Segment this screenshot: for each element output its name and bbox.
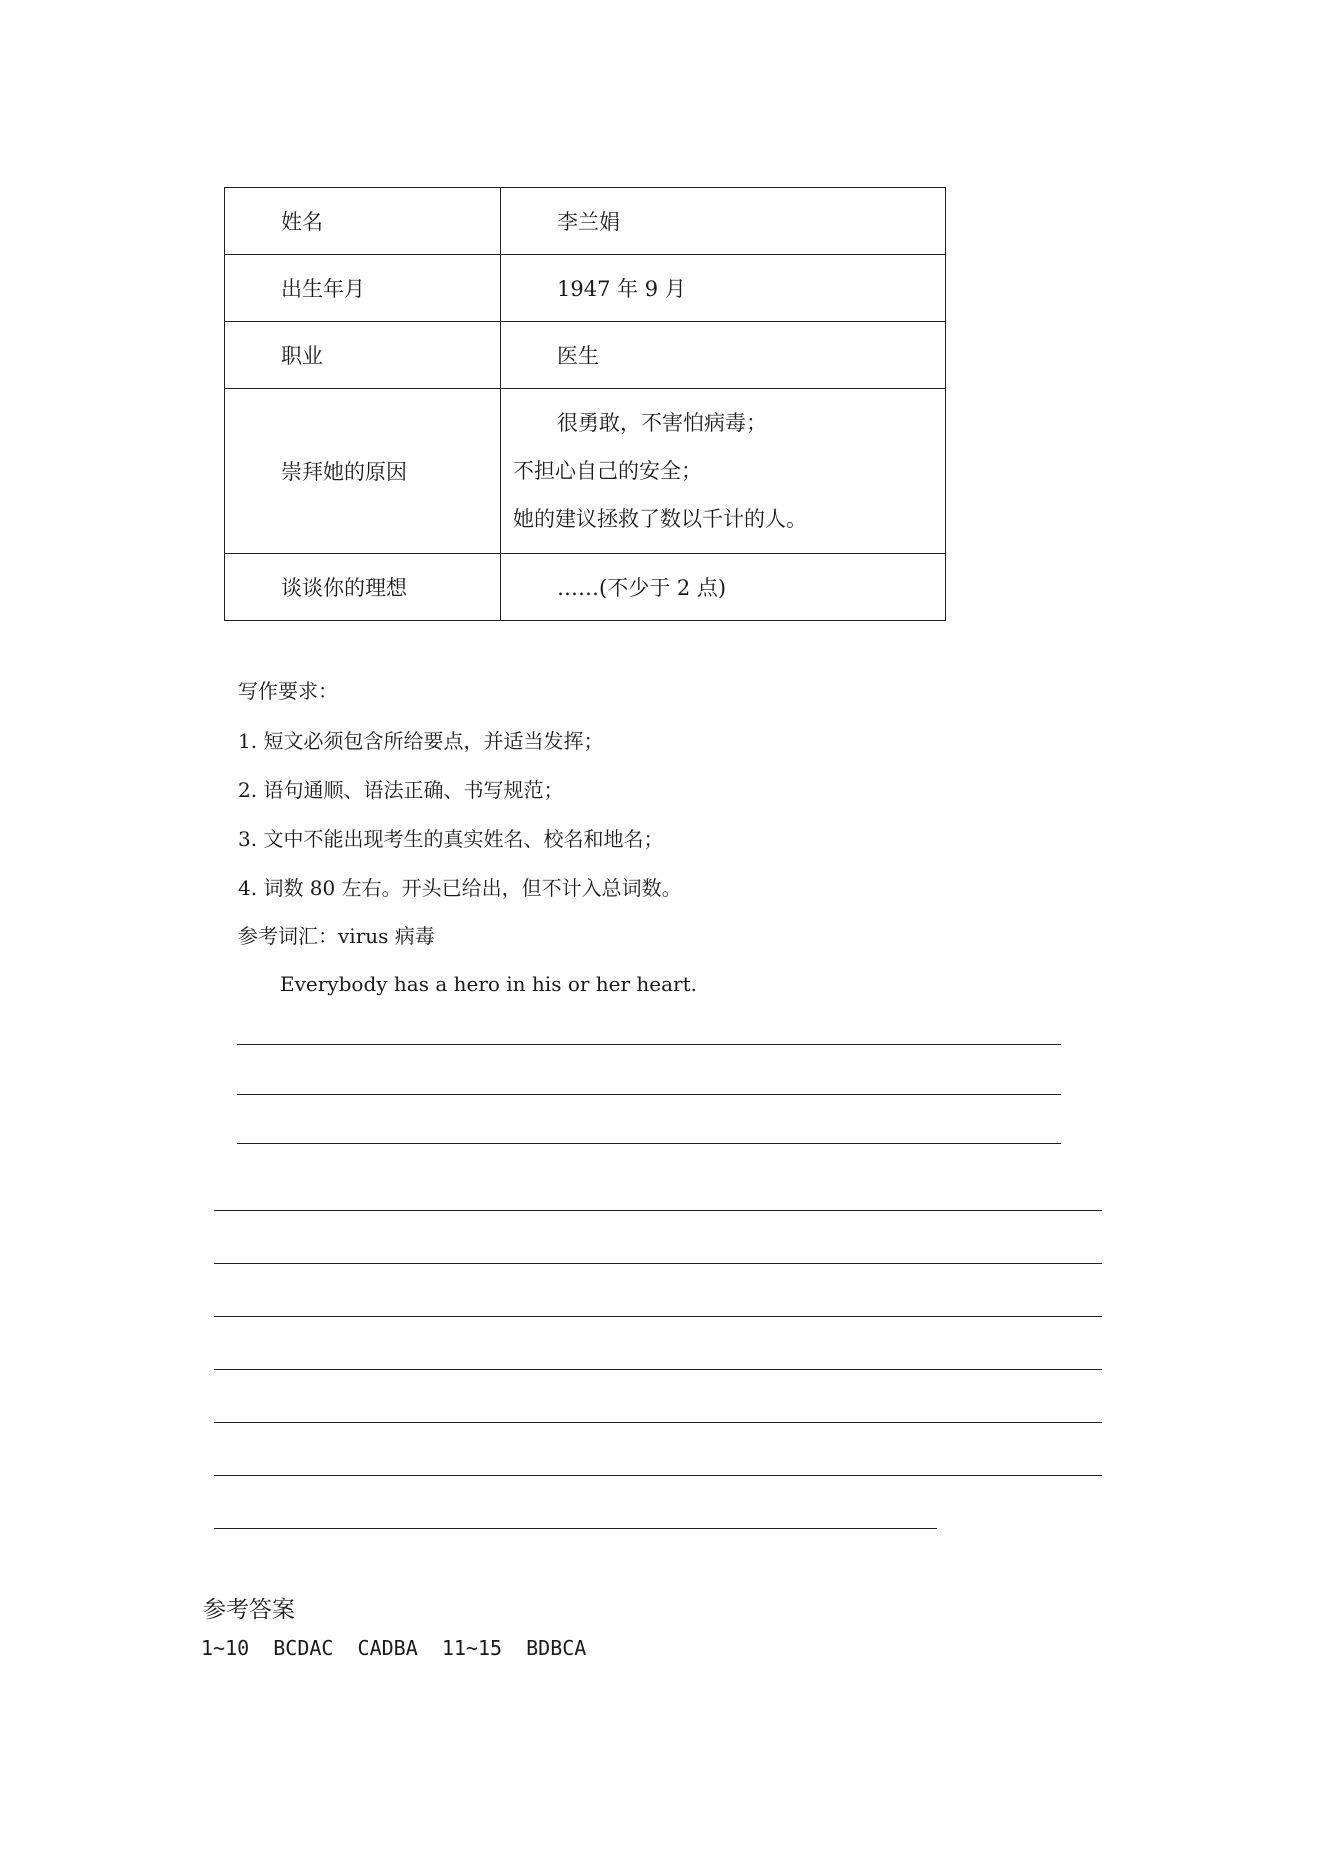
- requirements-title: 写作要求：: [238, 679, 338, 703]
- table-value-name: [501, 188, 946, 255]
- info-table: [224, 187, 946, 621]
- writing-line: [237, 1094, 1061, 1095]
- table-value-job: [501, 322, 946, 389]
- reason-line: 她的建议拯救了数以千计的人。: [513, 507, 807, 531]
- reference-vocabulary: 参考词汇：virus 病毒: [238, 924, 435, 948]
- table-row: [225, 389, 946, 554]
- writing-line: [214, 1528, 937, 1529]
- requirement-item-3: 3. 文中不能出现考生的真实姓名、校名和地名；: [238, 827, 664, 851]
- table-row: [225, 188, 946, 255]
- writing-line: [214, 1422, 1102, 1423]
- requirement-item-4: 4. 词数 80 左右。开头已给出，但不计入总词数。: [238, 876, 682, 900]
- value-text: ……(不少于 2 点): [557, 576, 727, 600]
- table-row: [225, 554, 946, 621]
- opening-sentence: Everybody has a hero in his or her heart.: [280, 972, 698, 996]
- writing-line: [237, 1143, 1061, 1144]
- reason-line: 很勇敢，不害怕病毒；: [557, 411, 767, 435]
- table-label-ideal: 谈谈你的理想: [225, 554, 501, 621]
- table-value-ideal: [501, 554, 946, 621]
- value-text: 医生: [557, 344, 599, 368]
- table-label-reasons: 崇拜她的原因: [225, 389, 501, 554]
- answers-title: 参考答案: [203, 1597, 295, 1623]
- value-text: 1947 年 9 月: [557, 277, 686, 301]
- table-value-reasons: [501, 389, 946, 554]
- value-text: 李兰娟: [557, 210, 620, 234]
- requirement-item-1: 1. 短文必须包含所给要点，并适当发挥；: [238, 729, 604, 753]
- table-row: [225, 322, 946, 389]
- writing-line: [214, 1369, 1102, 1370]
- requirement-item-2: 2. 语句通顺、语法正确、书写规范；: [238, 778, 564, 802]
- table-value-birth: [501, 255, 946, 322]
- writing-line: [237, 1044, 1061, 1045]
- table-label-job: 职业: [225, 322, 501, 389]
- writing-line: [214, 1475, 1102, 1476]
- table-label-name: 姓名: [225, 188, 501, 255]
- table-row: [225, 255, 946, 322]
- reason-line: 不担心自己的安全；: [513, 459, 702, 483]
- answers-line: 1~10 BCDAC CADBA 11~15 BDBCA: [201, 1636, 587, 1660]
- table-label-birth: 出生年月: [225, 255, 501, 322]
- writing-line: [214, 1316, 1102, 1317]
- writing-line: [214, 1263, 1102, 1264]
- writing-line: [214, 1210, 1102, 1211]
